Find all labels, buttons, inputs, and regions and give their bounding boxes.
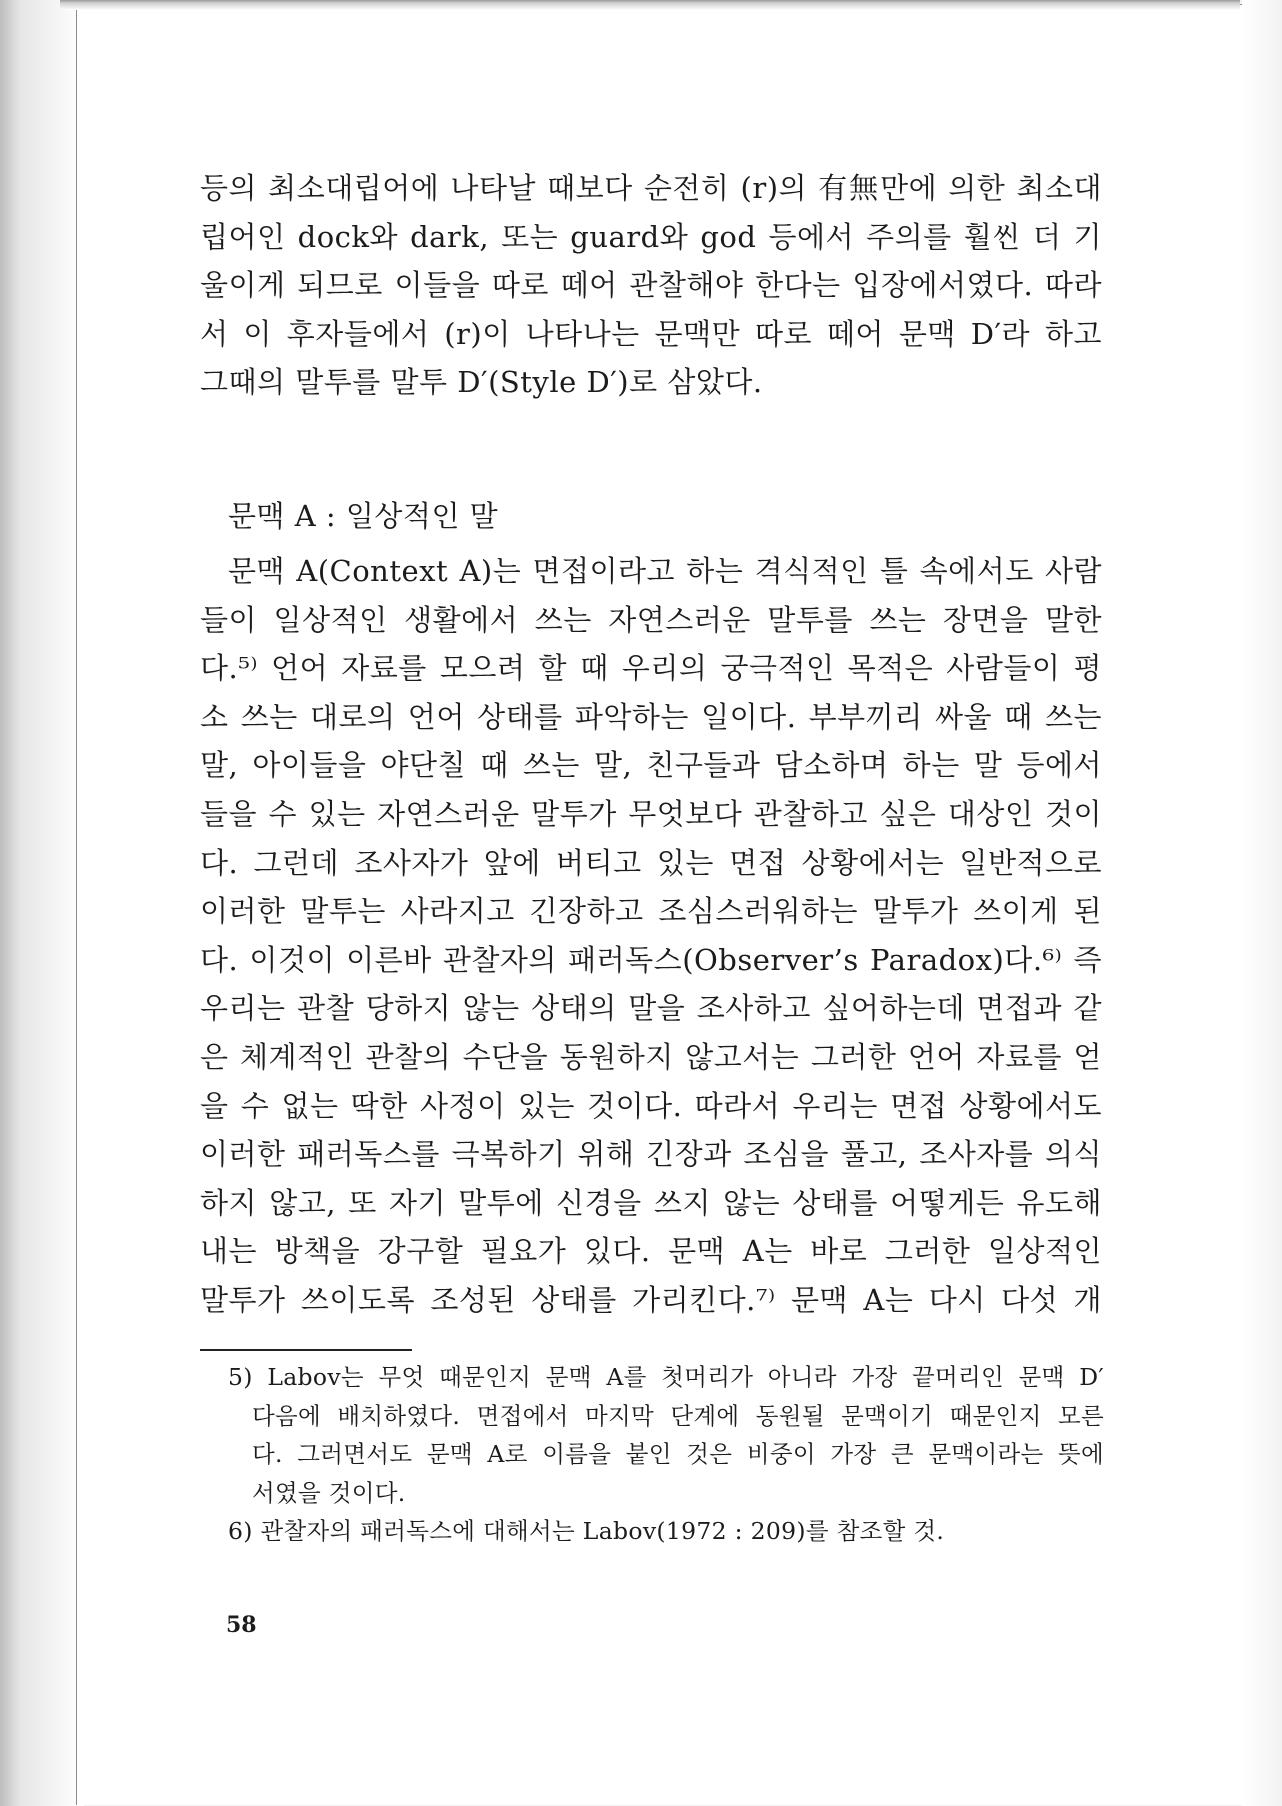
- footnote-line: 6) 관찰자의 패러독스에 대해서는 Labov(1972 : 209)를 참조할 것.: [228, 1517, 945, 1546]
- text-line: 들이 일상적인 생활에서 쓰는 자연스러운 말투를 쓰는 장면을 말한: [200, 602, 1102, 637]
- text-line: 들을 수 있는 자연스러운 말투가 무엇보다 관찰하고 싶은 대상인 것이: [200, 796, 1102, 831]
- footnote-line: 다. 그러면서도 문맥 A로 이름을 붙인 것은 비중이 가장 큰 문맥이라는 뜻에: [252, 1440, 1104, 1469]
- footnote-6: [228, 1512, 1104, 1551]
- page-top-edge: [60, 0, 1240, 10]
- page-right-edge: [1242, 0, 1282, 1806]
- paragraph-main: [200, 547, 1102, 1325]
- text-line: 다. 그런데 조사자가 앞에 버티고 있는 면접 상황에서는 일반적으로: [200, 845, 1102, 880]
- section-heading: 문맥 A : 일상적인 말: [228, 499, 499, 533]
- text-line: 이러한 패러독스를 극복하기 위해 긴장과 조심을 풀고, 조사자를 의식: [200, 1137, 1102, 1172]
- text-line: 을 수 없는 딱한 사정이 있는 것이다. 따라서 우리는 면접 상황에서도: [200, 1088, 1102, 1123]
- text-line: 서 이 후자들에서 (r)이 나타나는 문맥만 따로 떼어 문맥 D′라 하고: [200, 316, 1102, 351]
- text-line: 하지 않고, 또 자기 말투에 신경을 쓰지 않는 상태를 어떻게든 유도해: [200, 1185, 1102, 1220]
- text-line: 립어인 dock와 dark, 또는 guard와 god 등에서 주의를 훨씬 더 기: [200, 219, 1102, 254]
- footnote-line: 서였을 것이다.: [252, 1478, 406, 1507]
- footnote-line: 다음에 배치하였다. 면접에서 마지막 단계에 동원될 문맥이기 때문인지 모른: [252, 1401, 1104, 1430]
- text-line: 그때의 말투를 말투 D′(Style D′)로 삼았다.: [200, 365, 763, 400]
- page-gutter-shadow: [0, 0, 84, 1806]
- text-line: 다.⁵⁾ 언어 자료를 모으려 할 때 우리의 궁극적인 목적은 사람들이 평: [200, 651, 1102, 686]
- text-line: 다. 이것이 이른바 관찰자의 패러독스(Observer’s Paradox)다.⁶⁾ 즉: [200, 942, 1102, 977]
- text-line: 문맥 A(Context A)는 면접이라고 하는 격식적인 틀 속에서도 사람: [228, 554, 1102, 588]
- footnotes: [228, 1358, 1104, 1551]
- text-line: 은 체계적인 관찰의 수단을 동원하지 않고서는 그러한 언어 자료를 얻: [200, 1039, 1102, 1074]
- text-line: 내는 방책을 강구할 필요가 있다. 문맥 A는 바로 그러한 일상적인: [200, 1234, 1102, 1269]
- text-line: 울이게 되므로 이들을 따로 떼어 관찰해야 한다는 입장에서였다. 따라: [200, 268, 1102, 303]
- footnote-5: [228, 1358, 1104, 1512]
- footnote-line: 5) Labov는 무엇 때문인지 문맥 A를 첫머리가 아니라 가장 끝머리인 문맥 D′: [228, 1363, 1104, 1391]
- page-number: 58: [226, 1612, 257, 1638]
- text-line: 우리는 관찰 당하지 않는 상태의 말을 조사하고 싶어하는데 면접과 같: [200, 991, 1102, 1026]
- footnote-separator: [200, 1349, 412, 1351]
- text-line: 소 쓰는 대로의 언어 상태를 파악하는 일이다. 부부끼리 싸울 때 쓰는: [200, 699, 1102, 734]
- text-line: 말투가 쓰이도록 조성된 상태를 가리킨다.⁷⁾ 문맥 A는 다시 다섯 개: [200, 1282, 1102, 1317]
- text-line: 등의 최소대립어에 나타날 때보다 순전히 (r)의 有無만에 의한 최소대: [200, 171, 1102, 205]
- paragraph-continued: [200, 164, 1102, 407]
- text-line: 말, 아이들을 야단칠 때 쓰는 말, 친구들과 담소하며 하는 말 등에서: [200, 748, 1102, 783]
- text-line: 이러한 말투는 사라지고 긴장하고 조심스러워하는 말투가 쓰이게 된: [200, 894, 1102, 929]
